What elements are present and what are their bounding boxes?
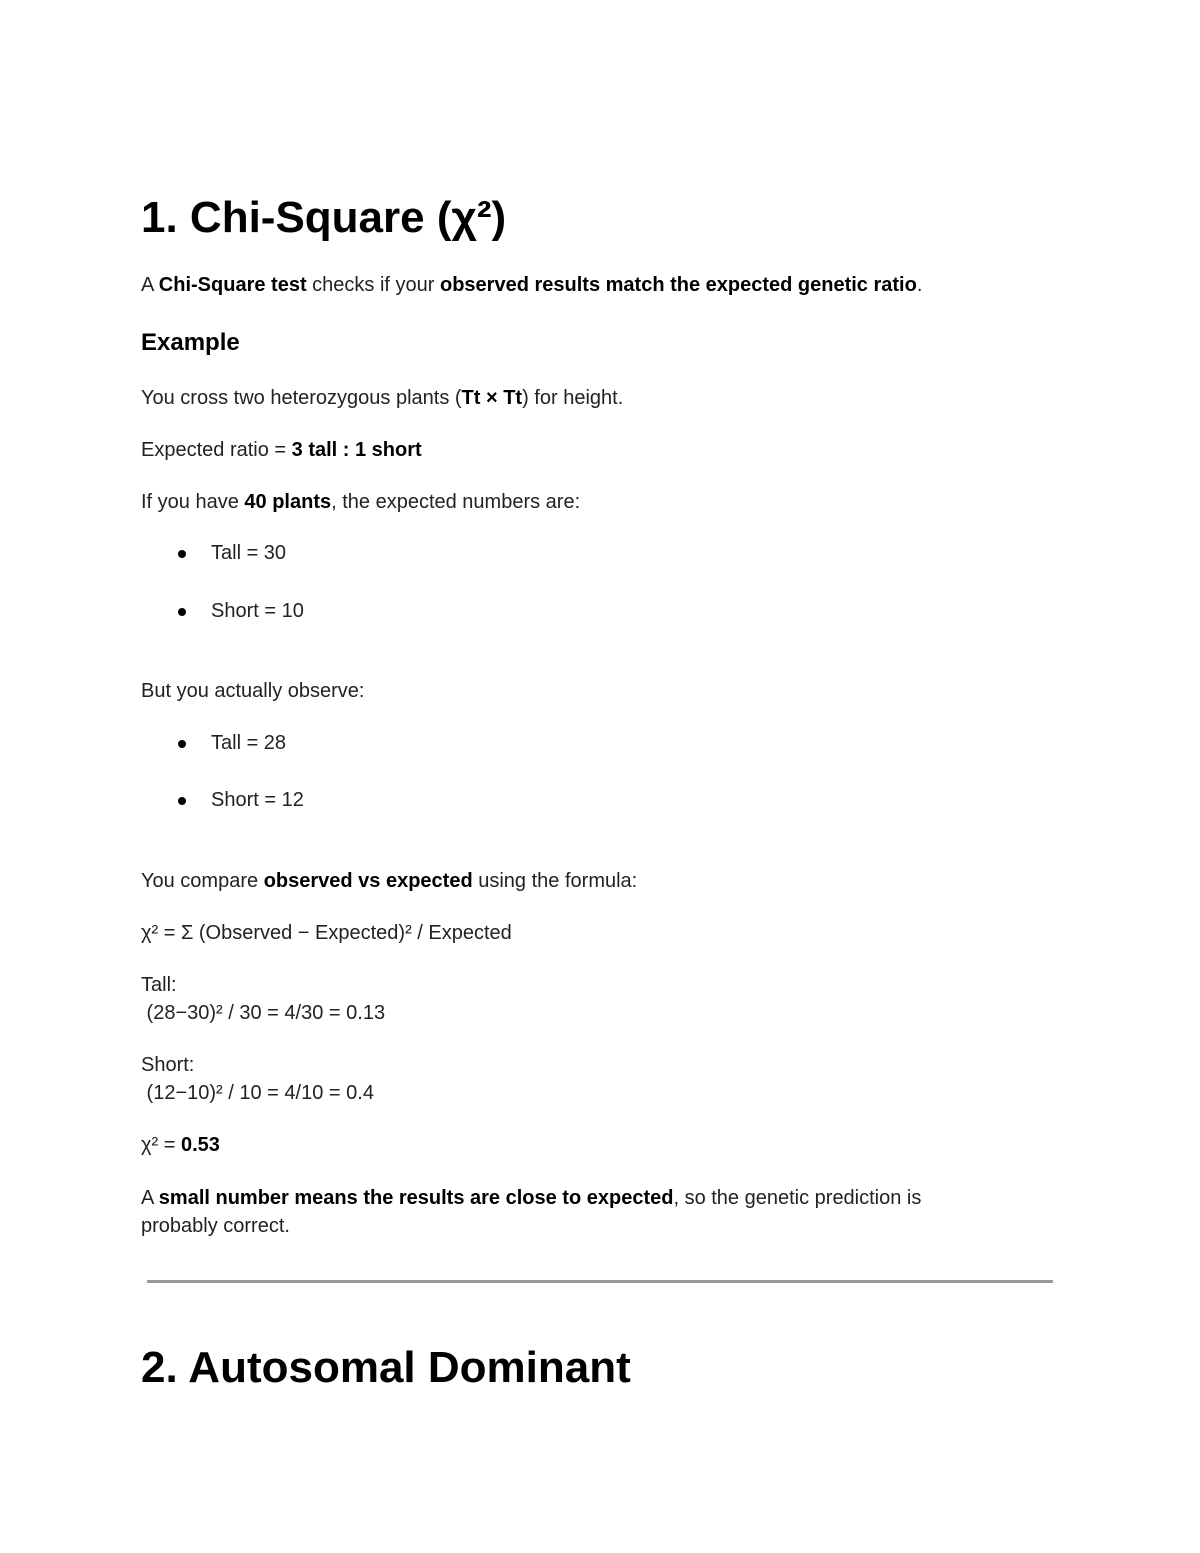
- expected-ratio-text: Expected ratio =: [141, 439, 292, 461]
- compare-paragraph: [141, 867, 637, 896]
- conclusion-text-1: A: [141, 1187, 159, 1209]
- short-calculation: (12−10)² / 10 = 4/10 = 0.4: [141, 1082, 374, 1104]
- cross-bold-1: Tt × Tt: [461, 387, 523, 409]
- plants-text-2: , the expected numbers are:: [331, 491, 581, 513]
- conclusion-paragraph: [141, 1184, 921, 1213]
- bullet-icon: [178, 740, 186, 748]
- formula: χ² = Σ (Observed − Expected)² / Expected: [141, 922, 512, 944]
- observe-intro: But you actually observe:: [141, 680, 365, 702]
- expected-ratio-paragraph: [141, 436, 422, 465]
- observed-list-item: Tall = 28: [211, 732, 287, 754]
- intro-text-1: A: [141, 274, 159, 296]
- result-bold: 0.53: [180, 1134, 220, 1156]
- section2-title: 2. Autosomal Dominant: [141, 1343, 631, 1392]
- compare-text-2: using the formula:: [472, 870, 638, 892]
- bullet-icon: [178, 797, 186, 805]
- example-heading: Example: [141, 329, 240, 356]
- short-label: Short:: [141, 1054, 195, 1076]
- intro-paragraph: [141, 271, 922, 300]
- bullet-icon: [178, 550, 186, 558]
- intro-text-2: checks if your: [306, 274, 440, 296]
- intro-bold-2: observed results match the expected genetic ratio: [440, 274, 917, 296]
- expected-ratio-bold: 3 tall : 1 short: [291, 439, 422, 461]
- intro-bold-1: Chi-Square test: [158, 274, 307, 296]
- expected-list-item: Short = 10: [211, 600, 304, 622]
- compare-text-1: You compare: [141, 870, 264, 892]
- result-text: χ² =: [141, 1134, 181, 1156]
- section1-title: 1. Chi-Square (χ²): [141, 193, 507, 242]
- cross-paragraph: [141, 384, 623, 413]
- horizontal-divider: [147, 1280, 1053, 1283]
- intro-text-3: .: [916, 274, 923, 296]
- plants-text-1: If you have: [141, 491, 245, 513]
- conclusion-bold-1: small number means the results are close to expected: [158, 1187, 674, 1209]
- bullet-icon: [178, 608, 186, 616]
- chi-square-result: [141, 1131, 220, 1160]
- conclusion-line-2: probably correct.: [141, 1215, 290, 1237]
- plants-paragraph: [141, 488, 580, 517]
- cross-text-1: You cross two heterozygous plants (: [141, 387, 462, 409]
- observed-list-item: Short = 12: [211, 789, 304, 811]
- conclusion-text-2: , so the genetic prediction is: [673, 1187, 922, 1209]
- cross-text-2: ) for height.: [522, 387, 624, 409]
- compare-bold-1: observed vs expected: [263, 870, 473, 892]
- tall-calculation: (28−30)² / 30 = 4/30 = 0.13: [141, 1002, 386, 1024]
- plants-bold-1: 40 plants: [244, 491, 332, 513]
- tall-label: Tall:: [141, 974, 177, 996]
- expected-list-item: Tall = 30: [211, 542, 287, 564]
